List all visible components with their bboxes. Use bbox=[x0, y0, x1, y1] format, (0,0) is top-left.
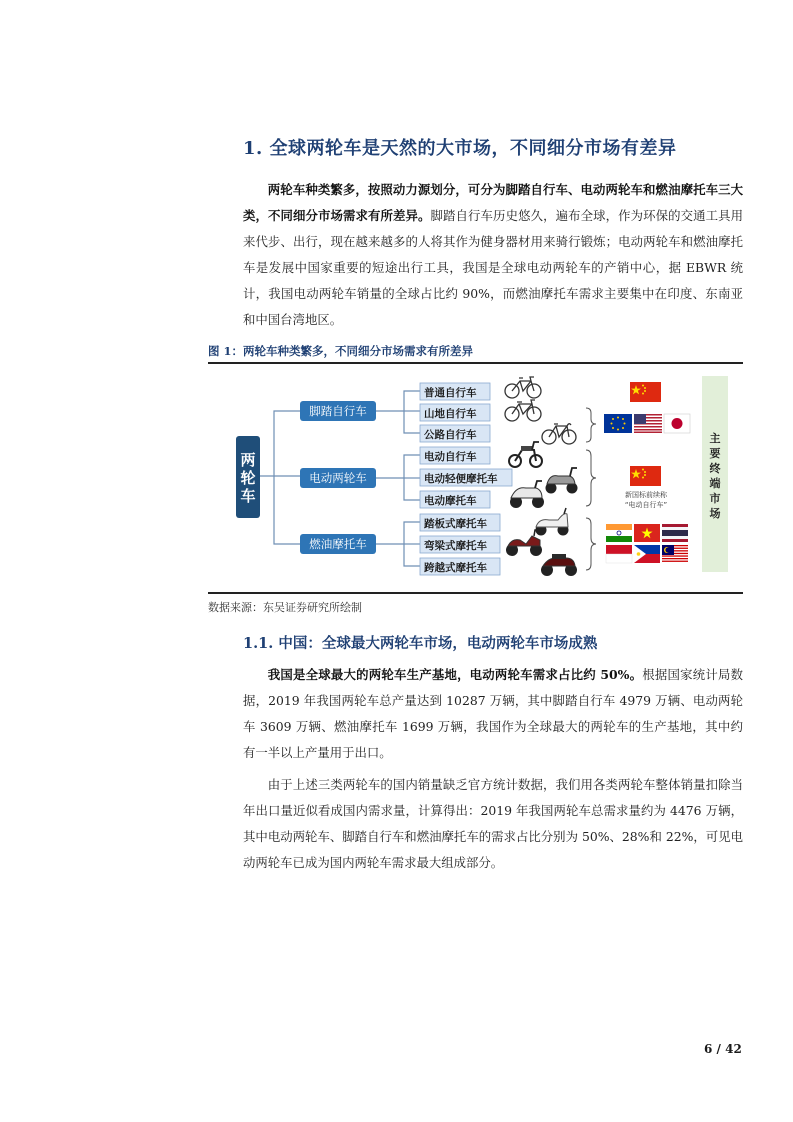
road-bicycle-icon bbox=[542, 424, 576, 444]
side-label-char: 场 bbox=[709, 507, 721, 520]
market-braces bbox=[586, 408, 596, 570]
intro-body: 脚踏自行车历史悠久，遍布全球，作为环保的交通工具用来代步、出行，现在越来越多的人将其作为健身器材用来骑行锻炼；电动两轮车和燃油摩托车是发展中国家重要的短途出行工具，我国是全球电动两轮车的产销中心，据 EBWR 统计，我国电动两轮车销量的全球占比约 90%，而燃油摩托车需求主要集中在印度、东南亚和中国台湾地区。 bbox=[243, 208, 744, 327]
electric-bicycle-icon bbox=[509, 442, 542, 467]
subtype-label: 电动自行车 bbox=[424, 451, 477, 463]
china-flag bbox=[630, 466, 661, 486]
scooter-motorcycle-icon bbox=[536, 508, 569, 536]
malaysia-flag bbox=[662, 545, 688, 563]
vietnam-flag bbox=[634, 524, 660, 542]
two-wheeler-taxonomy-figure bbox=[208, 368, 743, 590]
subsection-heading: 1.1. 中国：全球最大两轮车市场，电动两轮车市场成熟 bbox=[243, 635, 598, 652]
subtype-label: 弯梁式摩托车 bbox=[424, 540, 487, 552]
electric-moped-icon bbox=[546, 468, 578, 494]
straddle-motorcycle-icon bbox=[541, 554, 577, 576]
intro-paragraph bbox=[243, 177, 743, 333]
mountain-bicycle-icon bbox=[505, 400, 541, 421]
underbone-motorcycle-icon bbox=[506, 530, 542, 556]
china-market-body: 根据国家统计局数据，2019 年我国两轮车总产量达到 10287 万辆，其中脚踏自行车 4979 万辆、电动两轮车 3609 万辆、燃油摩托车 1699 万辆，我国作为全球最大的两轮车的生产基地，其中约有一半以上产量用于出口。 bbox=[243, 667, 743, 760]
subtype-label: 跨越式摩托车 bbox=[424, 562, 487, 574]
subtype-label: 电动摩托车 bbox=[424, 495, 477, 507]
category-label-fuel: 燃油摩托车 bbox=[309, 537, 367, 551]
china-market-lead: 我国是全球最大的两轮车生产基地，电动两轮车需求占比约 50%。 bbox=[267, 667, 643, 682]
japan-flag bbox=[664, 414, 690, 433]
subtype-label: 普通自行车 bbox=[424, 387, 477, 399]
eu-flag bbox=[604, 414, 632, 433]
side-label-char: 终 bbox=[709, 462, 721, 475]
city-bicycle-icon bbox=[505, 377, 541, 398]
market-note-line1: 新国标前续称 bbox=[625, 491, 667, 499]
indonesia-flag bbox=[606, 545, 632, 563]
figure-top-rule bbox=[208, 362, 743, 364]
figure-bottom-rule bbox=[208, 592, 743, 594]
india-flag bbox=[606, 524, 632, 542]
section-heading: 1. 全球两轮车是天然的大市场，不同细分市场有差异 bbox=[243, 138, 677, 159]
subtype-label: 山地自行车 bbox=[424, 408, 477, 420]
subtype-label: 踏板式摩托车 bbox=[424, 518, 487, 530]
thailand-flag bbox=[662, 524, 688, 542]
subtype-label: 电动轻便摩托车 bbox=[424, 473, 498, 485]
china-flag bbox=[630, 382, 661, 402]
category-label-pedal: 脚踏自行车 bbox=[309, 404, 367, 418]
domestic-demand-paragraph: 由于上述三类两轮车的国内销量缺乏官方统计数据，我们用各类两轮车整体销量扣除当年出口量近似看成国内需求量，计算得出：2019 年我国两轮车总需求量约为 4476 万辆，其中电动两轮车、脚踏自行车和燃油摩托车的需求占比分别为 50%、28%和 22%，可见电动两轮车已成为国内两轮车需求最大组成部分。 bbox=[243, 777, 743, 870]
subtype-label: 公路自行车 bbox=[424, 429, 477, 441]
side-label-char: 市 bbox=[709, 492, 721, 505]
figure-caption: 图 1：两轮车种类繁多，不同细分市场需求有所差异 bbox=[208, 344, 474, 358]
side-label-char: 要 bbox=[709, 447, 721, 460]
root-label-char-2: 轮 bbox=[240, 469, 256, 487]
root-label-char-1: 两 bbox=[240, 451, 256, 469]
data-source-note: 数据来源：东吴证券研究所绘制 bbox=[208, 601, 362, 614]
usa-flag bbox=[634, 414, 662, 433]
intro-lead: 两轮车种类繁多，按照动力源划分，可分为脚踏自行车、电动两轮车和燃油摩托车三大类，不同细分市场需求有所差异。 bbox=[243, 182, 743, 223]
electric-motorcycle-icon bbox=[510, 481, 544, 508]
root-label-char-3: 车 bbox=[240, 487, 256, 505]
china-market-paragraph bbox=[243, 662, 743, 766]
category-label-electric: 电动两轮车 bbox=[309, 471, 367, 485]
page-number: 6 / 42 bbox=[704, 1042, 742, 1056]
side-label-char: 主 bbox=[709, 432, 721, 445]
philippines-flag bbox=[634, 545, 660, 563]
side-label-char: 端 bbox=[709, 477, 721, 490]
market-note-line2: “电动自行车” bbox=[624, 501, 668, 509]
